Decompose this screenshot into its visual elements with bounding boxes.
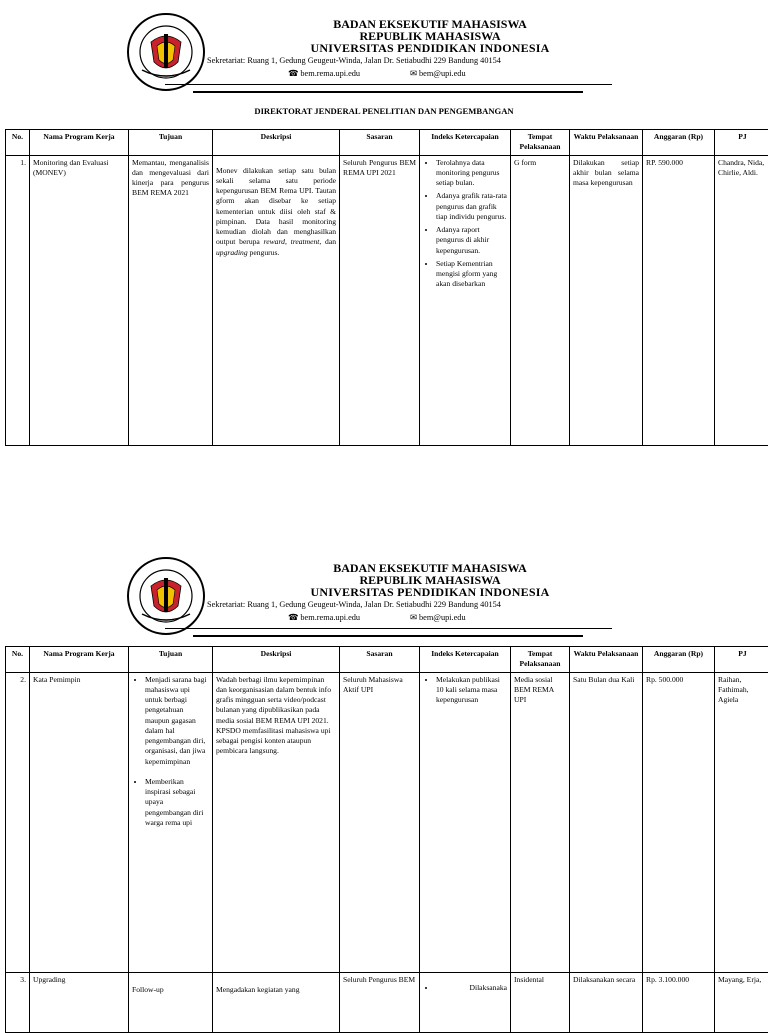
col-header: Tempat Pelaksanaan (511, 647, 570, 673)
col-header: Tujuan (129, 647, 213, 673)
divider-thin (165, 84, 612, 85)
col-header: Waktu Pelaksanaan (570, 647, 643, 673)
org-name-line3: UNIVERSITAS PENDIDIKAN INDONESIA (170, 585, 690, 600)
col-header: No. (6, 647, 30, 673)
document-page-2 (0, 544, 768, 644)
description-text: , dan (319, 237, 336, 246)
org-name-line1: BADAN EKSEKUTIF MAHASISWA (170, 561, 690, 576)
time: Dilakukan setiap akhir bulan selama masa kepengurusan (570, 155, 643, 445)
row-number: 2. (6, 672, 30, 972)
budget: Rp. 500.000 (643, 672, 715, 972)
col-header: Waktu Pelaksanaan (570, 130, 643, 156)
col-header: Deskripsi (213, 647, 340, 673)
col-header: Sasaran (340, 647, 420, 673)
table-row (6, 972, 768, 1032)
email-text: ✉ bem@upi.edu (410, 612, 466, 622)
col-header: Sasaran (340, 130, 420, 156)
list-item: • Adanya grafik rata-rata pengurus dan grafik tiap individu pengurus. (436, 191, 507, 222)
place: Insidental (511, 972, 570, 1032)
program-goal: Memantau, menganalisis dan mengevaluasi dari kinerja para pengurus BEM REMA 2021 (129, 155, 213, 445)
achievement-index (420, 155, 511, 445)
secretariat-address: Sekretariat: Ruang 1, Gedung Geugeut-Winda, Jalan Dr. Setiabudhi 229 Bandung 40154 (207, 56, 501, 65)
description-text: Mengadakan kegiatan yang (216, 985, 300, 994)
description-text: , (285, 237, 291, 246)
org-name-line1: BADAN EKSEKUTIF MAHASISWA (170, 17, 690, 32)
description-italic: reward (264, 237, 285, 246)
description-text: pengurus. (248, 248, 280, 257)
col-header: Indeks Ketercapaian (420, 130, 511, 156)
table-header-row (6, 130, 768, 156)
list-item: • Terolahnya data monitoring pengurus setiap bulan. (436, 158, 507, 189)
program-name: Monitoring dan Evaluasi (MONEV) (30, 155, 129, 445)
program-target: Seluruh Pengurus BEM REMA UPI 2021 (340, 155, 420, 445)
time: Satu Bulan dua Kali (570, 672, 643, 972)
document-page-1 (0, 0, 768, 100)
org-name-line2: REPUBLIK MAHASISWA (170, 29, 690, 44)
goal-text: Follow-up (132, 985, 164, 994)
program-name: Kata Pemimpin (30, 672, 129, 972)
work-program-table (5, 129, 768, 446)
achievement-index (420, 972, 511, 1032)
org-name-line2: REPUBLIK MAHASISWA (170, 573, 690, 588)
list-item: • Adanya raport pengurus di akhir kepengurusan. (436, 225, 507, 256)
place: G form (511, 155, 570, 445)
col-header: Nama Program Kerja (30, 647, 129, 673)
divider-thick (193, 635, 583, 637)
col-header: PJ (715, 647, 768, 673)
achievement-list (423, 675, 507, 706)
col-header: No. (6, 130, 30, 156)
row-number: 1. (6, 155, 30, 445)
program-description (213, 155, 340, 445)
achievement-list (423, 158, 507, 290)
col-header: Anggaran (Rp) (643, 130, 715, 156)
work-program-table (5, 646, 768, 1033)
program-target: Seluruh Mahasiswa Aktif UPI (340, 672, 420, 972)
email-text: ✉ bem@upi.edu (410, 68, 466, 78)
directorate-title: DIREKTORAT JENDERAL PENELITIAN DAN PENGEMBANGAN (0, 106, 768, 116)
achievement-list (423, 983, 507, 993)
table-header-row (6, 647, 768, 673)
program-name: Upgrading (30, 972, 129, 1032)
program-description: Wadah berbagi ilmu kepemimpinan dan keorganisasian dalam bentuk info grafis mingguan serta video/podcast bulanan yang dipublikasikan pada media sosial BEM REMA UPI 2021. KPSDO memfasilitasi mahasiswa upi sebagai pengisi konten ataupun pembicara langsung. (213, 672, 340, 972)
list-item: • Melakukan publikasi 10 kali selama masa kepengurusan (436, 675, 507, 706)
place: Media sosial BEM REMA UPI (511, 672, 570, 972)
col-header: PJ (715, 130, 768, 156)
table-row (6, 155, 768, 445)
divider-thick (193, 91, 583, 93)
letterhead (0, 0, 768, 100)
description-italic: treatment (291, 237, 320, 246)
program-target: Seluruh Pengurus BEM (340, 972, 420, 1032)
person-in-charge: Mayang, Erja, (715, 972, 768, 1032)
website-text: ☎ bem.rema.upi.edu (288, 68, 360, 78)
table-row (6, 672, 768, 972)
secretariat-address: Sekretariat: Ruang 1, Gedung Geugeut-Winda, Jalan Dr. Setiabudhi 229 Bandung 40154 (207, 600, 501, 609)
time: Dilaksanakan secara (570, 972, 643, 1032)
description-text: Monev dilakukan setiap satu bulan sekali selama satu periode kepengurusan BEM Rema UPI. Tautan gform akan disebar ke setiap kementerian untuk diisi oleh staf & pimpinan. Data hasil monitoring kemudian diolah dan menghasilkan output berupa (216, 166, 336, 247)
col-header: Deskripsi (213, 130, 340, 156)
list-item: • Setiap Kementrian mengisi gform yang akan disebarkan (436, 259, 507, 290)
program-description (213, 972, 340, 1032)
website-text: ☎ bem.rema.upi.edu (288, 612, 360, 622)
row-number: 3. (6, 972, 30, 1032)
col-header: Tempat Pelaksanaan (511, 130, 570, 156)
list-item: • Dilaksanaka (436, 983, 507, 993)
list-item: • Memberikan inspirasi sebagai upaya pengembangan diri warga rema upi (145, 777, 209, 828)
program-goal (129, 972, 213, 1032)
col-header: Anggaran (Rp) (643, 647, 715, 673)
goal-list (132, 675, 209, 829)
budget: RP. 590.000 (643, 155, 715, 445)
letterhead (0, 544, 768, 644)
divider-thin (165, 628, 612, 629)
person-in-charge: Raihan, Fathimah, Agiela (715, 672, 768, 972)
person-in-charge: Chandra, Nida, Chirlie, Aldi. (715, 155, 768, 445)
budget: Rp. 3.100.000 (643, 972, 715, 1032)
col-header: Tujuan (129, 130, 213, 156)
col-header: Nama Program Kerja (30, 130, 129, 156)
list-item: • Menjadi sarana bagi mahasiswa upi untuk berbagi pengetahuan maupun gagasan dalam hal pengembangan diri, organisasi, dan jiwa kepemimpinan (145, 675, 209, 767)
description-italic: upgrading (216, 248, 248, 257)
org-name-line3: UNIVERSITAS PENDIDIKAN INDONESIA (170, 41, 690, 56)
achievement-index (420, 672, 511, 972)
col-header: Indeks Ketercapaian (420, 647, 511, 673)
program-goal (129, 672, 213, 972)
